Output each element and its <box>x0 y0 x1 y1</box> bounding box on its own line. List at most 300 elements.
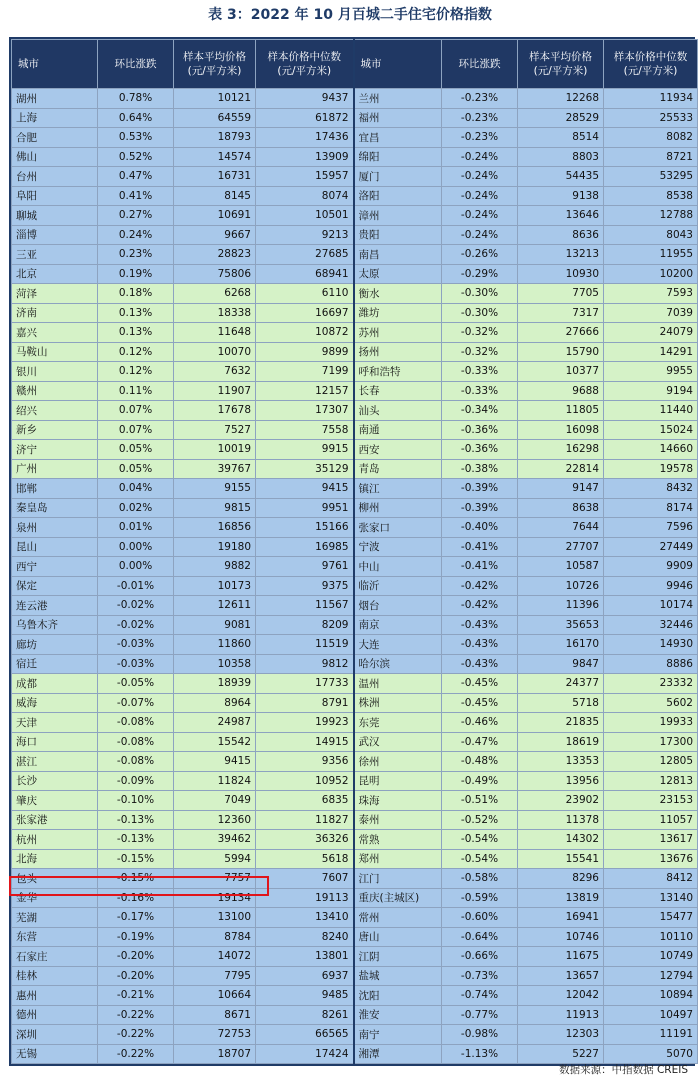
change-left: 0.27% <box>98 206 174 226</box>
change-right: -1.13% <box>442 1044 518 1064</box>
change-right: -0.43% <box>442 635 518 655</box>
change-left: 0.23% <box>98 245 174 265</box>
change-left: -0.02% <box>98 615 174 635</box>
avg-price-left: 18793 <box>174 128 256 148</box>
avg-price-right: 8296 <box>518 869 604 889</box>
city-right: 江阴 <box>354 947 442 967</box>
city-left: 东营 <box>12 927 98 947</box>
city-right: 大连 <box>354 635 442 655</box>
change-left: -0.08% <box>98 713 174 733</box>
table-row <box>12 986 698 1006</box>
median-price-left: 17424 <box>256 1044 354 1064</box>
city-left: 肇庆 <box>12 791 98 811</box>
avg-price-left: 19180 <box>174 537 256 557</box>
city-left: 淄博 <box>12 225 98 245</box>
median-price-left: 16985 <box>256 537 354 557</box>
table-row <box>12 147 698 167</box>
table-row <box>12 89 698 109</box>
city-left: 北京 <box>12 264 98 284</box>
table-row <box>12 284 698 304</box>
city-right: 苏州 <box>354 323 442 343</box>
avg-price-left: 16731 <box>174 167 256 187</box>
avg-price-right: 13353 <box>518 752 604 772</box>
avg-price-left: 64559 <box>174 108 256 128</box>
median-price-left: 7607 <box>256 869 354 889</box>
median-price-left: 27685 <box>256 245 354 265</box>
city-right: 福州 <box>354 108 442 128</box>
median-price-right: 10749 <box>604 947 698 967</box>
change-left: 0.11% <box>98 381 174 401</box>
table-row <box>12 479 698 499</box>
avg-price-left: 12611 <box>174 596 256 616</box>
median-price-right: 19578 <box>604 459 698 479</box>
change-left: -0.09% <box>98 771 174 791</box>
city-right: 珠海 <box>354 791 442 811</box>
median-price-left: 8261 <box>256 1005 354 1025</box>
city-left: 马鞍山 <box>12 342 98 362</box>
city-left: 北海 <box>12 849 98 869</box>
median-price-left: 10952 <box>256 771 354 791</box>
change-right: -0.46% <box>442 713 518 733</box>
change-right: -0.38% <box>442 459 518 479</box>
header-avg-left: 样本平均价格 (元/平方米) <box>174 40 256 89</box>
city-left: 三亚 <box>12 245 98 265</box>
header-city-left: 城市 <box>12 40 98 89</box>
median-price-left: 8240 <box>256 927 354 947</box>
change-left: 0.78% <box>98 89 174 109</box>
city-right: 盐城 <box>354 966 442 986</box>
change-right: -0.23% <box>442 89 518 109</box>
city-right: 昆明 <box>354 771 442 791</box>
avg-price-left: 9815 <box>174 498 256 518</box>
change-right: -0.23% <box>442 108 518 128</box>
avg-price-right: 7705 <box>518 284 604 304</box>
header-avg-right: 样本平均价格 (元/平方米) <box>518 40 604 89</box>
avg-price-right: 16941 <box>518 908 604 928</box>
avg-price-left: 11907 <box>174 381 256 401</box>
table-row <box>12 342 698 362</box>
avg-price-right: 12303 <box>518 1025 604 1045</box>
avg-price-left: 7049 <box>174 791 256 811</box>
median-price-left: 15957 <box>256 167 354 187</box>
table-row <box>12 420 698 440</box>
avg-price-left: 28823 <box>174 245 256 265</box>
city-right: 常熟 <box>354 830 442 850</box>
median-price-left: 10872 <box>256 323 354 343</box>
avg-price-right: 11396 <box>518 596 604 616</box>
city-right: 沈阳 <box>354 986 442 1006</box>
median-price-right: 13617 <box>604 830 698 850</box>
change-left: -0.16% <box>98 888 174 908</box>
avg-price-left: 9081 <box>174 615 256 635</box>
median-price-right: 10110 <box>604 927 698 947</box>
city-left: 包头 <box>12 869 98 889</box>
median-price-left: 9356 <box>256 752 354 772</box>
city-left: 聊城 <box>12 206 98 226</box>
median-price-left: 68941 <box>256 264 354 284</box>
change-right: -0.49% <box>442 771 518 791</box>
city-left: 嘉兴 <box>12 323 98 343</box>
median-price-left: 15166 <box>256 518 354 538</box>
city-left: 台州 <box>12 167 98 187</box>
change-left: 0.04% <box>98 479 174 499</box>
city-right: 宁波 <box>354 537 442 557</box>
avg-price-right: 54435 <box>518 167 604 187</box>
change-left: -0.22% <box>98 1044 174 1064</box>
median-price-right: 8174 <box>604 498 698 518</box>
city-right: 青岛 <box>354 459 442 479</box>
table-row <box>12 167 698 187</box>
change-right: -0.47% <box>442 732 518 752</box>
table-row <box>12 752 698 772</box>
city-left: 上海 <box>12 108 98 128</box>
median-price-left: 9375 <box>256 576 354 596</box>
table-row <box>12 830 698 850</box>
avg-price-right: 16098 <box>518 420 604 440</box>
city-left: 昆山 <box>12 537 98 557</box>
median-price-left: 9485 <box>256 986 354 1006</box>
city-right: 唐山 <box>354 927 442 947</box>
median-price-right: 7039 <box>604 303 698 323</box>
avg-price-right: 9138 <box>518 186 604 206</box>
avg-price-left: 8964 <box>174 693 256 713</box>
table-row <box>12 362 698 382</box>
change-right: -0.24% <box>442 206 518 226</box>
city-left: 廊坊 <box>12 635 98 655</box>
city-left: 阜阳 <box>12 186 98 206</box>
city-left: 湖州 <box>12 89 98 109</box>
change-left: -0.22% <box>98 1025 174 1045</box>
avg-price-right: 8638 <box>518 498 604 518</box>
city-left: 广州 <box>12 459 98 479</box>
city-right: 扬州 <box>354 342 442 362</box>
table-row <box>12 1005 698 1025</box>
change-right: -0.66% <box>442 947 518 967</box>
avg-price-left: 8671 <box>174 1005 256 1025</box>
avg-price-left: 8145 <box>174 186 256 206</box>
city-left: 宿迁 <box>12 654 98 674</box>
table-row <box>12 128 698 148</box>
change-right: -0.45% <box>442 674 518 694</box>
median-price-right: 53295 <box>604 167 698 187</box>
median-price-left: 17307 <box>256 401 354 421</box>
city-left: 杭州 <box>12 830 98 850</box>
median-price-right: 10894 <box>604 986 698 1006</box>
median-price-left: 5618 <box>256 849 354 869</box>
avg-price-right: 10587 <box>518 557 604 577</box>
change-right: -0.54% <box>442 849 518 869</box>
change-left: -0.19% <box>98 927 174 947</box>
avg-price-right: 15541 <box>518 849 604 869</box>
city-left: 秦皇岛 <box>12 498 98 518</box>
table-row <box>12 908 698 928</box>
city-right: 绵阳 <box>354 147 442 167</box>
table-row <box>12 615 698 635</box>
median-price-left: 13410 <box>256 908 354 928</box>
median-price-right: 7593 <box>604 284 698 304</box>
city-right: 东莞 <box>354 713 442 733</box>
median-price-left: 8791 <box>256 693 354 713</box>
median-price-right: 10174 <box>604 596 698 616</box>
avg-price-right: 28529 <box>518 108 604 128</box>
avg-price-left: 39462 <box>174 830 256 850</box>
change-left: 0.47% <box>98 167 174 187</box>
median-price-left: 36326 <box>256 830 354 850</box>
median-price-right: 12794 <box>604 966 698 986</box>
city-right: 长春 <box>354 381 442 401</box>
city-right: 淮安 <box>354 1005 442 1025</box>
city-left: 赣州 <box>12 381 98 401</box>
table-row <box>12 596 698 616</box>
median-price-right: 8432 <box>604 479 698 499</box>
avg-price-right: 27707 <box>518 537 604 557</box>
avg-price-left: 10664 <box>174 986 256 1006</box>
median-price-right: 23153 <box>604 791 698 811</box>
change-right: -0.32% <box>442 323 518 343</box>
median-price-right: 11955 <box>604 245 698 265</box>
change-left: -0.15% <box>98 869 174 889</box>
avg-price-left: 9667 <box>174 225 256 245</box>
change-left: 0.64% <box>98 108 174 128</box>
avg-price-right: 7317 <box>518 303 604 323</box>
city-right: 漳州 <box>354 206 442 226</box>
median-price-right: 25533 <box>604 108 698 128</box>
median-price-right: 13140 <box>604 888 698 908</box>
change-right: -0.36% <box>442 420 518 440</box>
change-right: -0.48% <box>442 752 518 772</box>
change-left: 0.53% <box>98 128 174 148</box>
city-right: 呼和浩特 <box>354 362 442 382</box>
avg-price-left: 5994 <box>174 849 256 869</box>
change-right: -0.23% <box>442 128 518 148</box>
table-row <box>12 303 698 323</box>
avg-price-right: 12268 <box>518 89 604 109</box>
change-left: 0.02% <box>98 498 174 518</box>
change-right: -0.45% <box>442 693 518 713</box>
avg-price-right: 11913 <box>518 1005 604 1025</box>
avg-price-left: 9882 <box>174 557 256 577</box>
avg-price-left: 10070 <box>174 342 256 362</box>
avg-price-left: 72753 <box>174 1025 256 1045</box>
city-right: 南通 <box>354 420 442 440</box>
change-left: 0.41% <box>98 186 174 206</box>
header-median-left: 样本价格中位数 (元/平方米) <box>256 40 354 89</box>
table-row <box>12 966 698 986</box>
avg-price-right: 13819 <box>518 888 604 908</box>
city-right: 宜昌 <box>354 128 442 148</box>
change-left: 0.00% <box>98 557 174 577</box>
table-row <box>12 849 698 869</box>
avg-price-right: 11805 <box>518 401 604 421</box>
city-right: 洛阳 <box>354 186 442 206</box>
median-price-left: 9951 <box>256 498 354 518</box>
change-right: -0.24% <box>442 186 518 206</box>
table-row <box>12 771 698 791</box>
median-price-right: 14660 <box>604 440 698 460</box>
avg-price-right: 5227 <box>518 1044 604 1064</box>
median-price-left: 13801 <box>256 947 354 967</box>
avg-price-left: 7632 <box>174 362 256 382</box>
change-left: -0.07% <box>98 693 174 713</box>
change-right: -0.42% <box>442 576 518 596</box>
change-left: 0.12% <box>98 362 174 382</box>
change-left: 0.18% <box>98 284 174 304</box>
median-price-left: 9812 <box>256 654 354 674</box>
median-price-left: 19923 <box>256 713 354 733</box>
change-right: -0.43% <box>442 654 518 674</box>
city-left: 湛江 <box>12 752 98 772</box>
city-right: 厦门 <box>354 167 442 187</box>
change-right: -0.29% <box>442 264 518 284</box>
table-row <box>12 576 698 596</box>
city-right: 西安 <box>354 440 442 460</box>
city-left: 西宁 <box>12 557 98 577</box>
avg-price-right: 10377 <box>518 362 604 382</box>
median-price-left: 17436 <box>256 128 354 148</box>
avg-price-left: 6268 <box>174 284 256 304</box>
city-left: 银川 <box>12 362 98 382</box>
change-right: -0.24% <box>442 147 518 167</box>
table-row <box>12 732 698 752</box>
median-price-right: 8886 <box>604 654 698 674</box>
city-left: 济南 <box>12 303 98 323</box>
city-left: 新乡 <box>12 420 98 440</box>
change-right: -0.54% <box>442 830 518 850</box>
median-price-left: 14915 <box>256 732 354 752</box>
avg-price-left: 18707 <box>174 1044 256 1064</box>
city-right: 徐州 <box>354 752 442 772</box>
city-left: 金华 <box>12 888 98 908</box>
avg-price-left: 10691 <box>174 206 256 226</box>
median-price-left: 61872 <box>256 108 354 128</box>
change-left: -0.02% <box>98 596 174 616</box>
change-left: -0.05% <box>98 674 174 694</box>
change-right: -0.74% <box>442 986 518 1006</box>
change-left: -0.03% <box>98 635 174 655</box>
city-right: 烟台 <box>354 596 442 616</box>
city-right: 汕头 <box>354 401 442 421</box>
change-left: -0.08% <box>98 732 174 752</box>
table-row <box>12 791 698 811</box>
avg-price-right: 24377 <box>518 674 604 694</box>
median-price-right: 14291 <box>604 342 698 362</box>
table-row <box>12 264 698 284</box>
change-left: 0.24% <box>98 225 174 245</box>
change-right: -0.77% <box>442 1005 518 1025</box>
avg-price-left: 7757 <box>174 869 256 889</box>
median-price-left: 9213 <box>256 225 354 245</box>
median-price-right: 10200 <box>604 264 698 284</box>
median-price-left: 6835 <box>256 791 354 811</box>
avg-price-right: 11378 <box>518 810 604 830</box>
city-left: 乌鲁木齐 <box>12 615 98 635</box>
median-price-right: 11440 <box>604 401 698 421</box>
table-row <box>12 440 698 460</box>
avg-price-left: 13100 <box>174 908 256 928</box>
table-row <box>12 1025 698 1045</box>
change-right: -0.32% <box>442 342 518 362</box>
table-row <box>12 518 698 538</box>
change-right: -0.39% <box>442 498 518 518</box>
change-left: 0.01% <box>98 518 174 538</box>
city-right: 武汉 <box>354 732 442 752</box>
median-price-right: 27449 <box>604 537 698 557</box>
change-left: -0.01% <box>98 576 174 596</box>
avg-price-right: 13213 <box>518 245 604 265</box>
city-right: 柳州 <box>354 498 442 518</box>
avg-price-left: 15542 <box>174 732 256 752</box>
city-right: 南宁 <box>354 1025 442 1045</box>
change-left: -0.22% <box>98 1005 174 1025</box>
avg-price-left: 11648 <box>174 323 256 343</box>
median-price-right: 7596 <box>604 518 698 538</box>
change-right: -0.51% <box>442 791 518 811</box>
avg-price-right: 16170 <box>518 635 604 655</box>
city-right: 临沂 <box>354 576 442 596</box>
median-price-left: 7199 <box>256 362 354 382</box>
table-row <box>12 498 698 518</box>
median-price-right: 9194 <box>604 381 698 401</box>
avg-price-left: 10019 <box>174 440 256 460</box>
change-right: -0.39% <box>442 479 518 499</box>
change-left: -0.13% <box>98 830 174 850</box>
avg-price-left: 14072 <box>174 947 256 967</box>
city-left: 无锡 <box>12 1044 98 1064</box>
avg-price-left: 16856 <box>174 518 256 538</box>
avg-price-right: 9147 <box>518 479 604 499</box>
median-price-right: 8412 <box>604 869 698 889</box>
change-right: -0.41% <box>442 537 518 557</box>
change-left: 0.00% <box>98 537 174 557</box>
median-price-left: 35129 <box>256 459 354 479</box>
median-price-left: 11519 <box>256 635 354 655</box>
city-right: 泰州 <box>354 810 442 830</box>
change-left: -0.17% <box>98 908 174 928</box>
median-price-right: 8043 <box>604 225 698 245</box>
city-left: 张家港 <box>12 810 98 830</box>
avg-price-right: 23902 <box>518 791 604 811</box>
city-left: 威海 <box>12 693 98 713</box>
median-price-left: 17733 <box>256 674 354 694</box>
median-price-left: 9437 <box>256 89 354 109</box>
change-left: 0.07% <box>98 401 174 421</box>
avg-price-right: 8514 <box>518 128 604 148</box>
avg-price-right: 15790 <box>518 342 604 362</box>
city-right: 太原 <box>354 264 442 284</box>
city-left: 合肥 <box>12 128 98 148</box>
city-right: 南京 <box>354 615 442 635</box>
city-left: 绍兴 <box>12 401 98 421</box>
city-right: 株洲 <box>354 693 442 713</box>
avg-price-left: 11824 <box>174 771 256 791</box>
table-row <box>12 635 698 655</box>
avg-price-right: 13956 <box>518 771 604 791</box>
city-left: 桂林 <box>12 966 98 986</box>
change-right: -0.73% <box>442 966 518 986</box>
city-left: 成都 <box>12 674 98 694</box>
median-price-left: 6937 <box>256 966 354 986</box>
avg-price-left: 12360 <box>174 810 256 830</box>
table-row <box>12 186 698 206</box>
median-price-right: 11191 <box>604 1025 698 1045</box>
avg-price-right: 8803 <box>518 147 604 167</box>
median-price-left: 7558 <box>256 420 354 440</box>
avg-price-left: 75806 <box>174 264 256 284</box>
city-left: 泉州 <box>12 518 98 538</box>
avg-price-right: 13657 <box>518 966 604 986</box>
change-left: 0.07% <box>98 420 174 440</box>
header-city-right: 城市 <box>354 40 442 89</box>
